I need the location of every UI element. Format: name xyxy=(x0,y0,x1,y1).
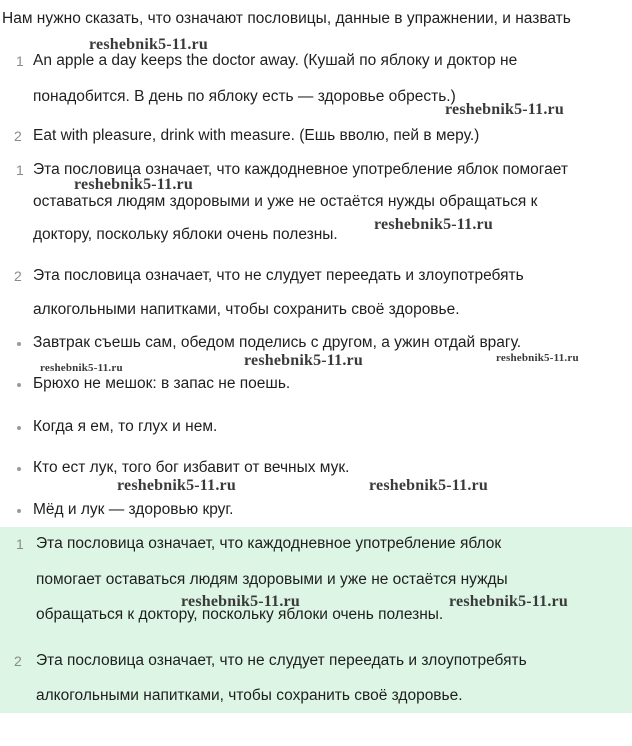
bullet-dot xyxy=(17,509,21,513)
answer-1-line-2: помогает оставаться людям здоровыми и уже не остаётся нужды xyxy=(36,571,508,588)
bullet-item: Завтрак съешь сам, обедом поделись с другом, а ужин отдай врагу. xyxy=(33,334,522,351)
proverb-2-line-1: Eat with pleasure, drink with measure. (Ешь вволю, пей в меру.) xyxy=(33,127,480,144)
intro-text: Нам нужно сказать, что означают пословицы, данные в упражнении, и назвать xyxy=(2,10,571,27)
list-number: 2 xyxy=(14,128,22,144)
meaning-1-line-3: доктору, поскольку яблоки очень полезны. xyxy=(33,226,338,243)
answer-2-line-2: алкогольными напитками, чтобы сохранить своё здоровье. xyxy=(36,687,463,704)
list-number: 2 xyxy=(14,268,22,284)
watermark: reshebnik5-11.ru xyxy=(89,36,208,53)
bullet-dot xyxy=(17,467,21,471)
watermark: reshebnik5-11.ru xyxy=(496,352,579,364)
bullet-item: Кто ест лук, того бог избавит от вечных мук. xyxy=(33,459,350,476)
list-number: 1 xyxy=(16,53,24,69)
meaning-2-line-2: алкогольными напитками, чтобы сохранить своё здоровье. xyxy=(33,301,460,318)
bullet-item: Брюхо не мешок: в запас не поешь. xyxy=(33,375,291,392)
watermark: reshebnik5-11.ru xyxy=(449,593,568,610)
answer-2-line-1: Эта пословица означает, что не слудует переедать и злоупотребять xyxy=(36,652,527,669)
watermark: reshebnik5-11.ru xyxy=(369,477,488,494)
watermark: reshebnik5-11.ru xyxy=(445,101,564,118)
bullet-item: Мёд и лук — здоровью круг. xyxy=(33,501,234,518)
answer-1-line-3: обращаться к доктору, поскольку яблоки очень полезны. xyxy=(36,606,444,623)
list-number: 2 xyxy=(14,653,22,669)
watermark: reshebnik5-11.ru xyxy=(40,362,123,374)
watermark: reshebnik5-11.ru xyxy=(374,216,493,233)
proverb-1-line-1: An apple a day keeps the doctor away. (Кушай по яблоку и доктор не xyxy=(33,52,518,69)
list-number: 1 xyxy=(16,536,24,552)
answer-1-line-1: Эта пословица означает, что каждодневное употребление яблок xyxy=(36,535,502,552)
watermark: reshebnik5-11.ru xyxy=(74,176,193,193)
bullet-item: Когда я ем, то глух и нем. xyxy=(33,418,218,435)
meaning-1-line-1: Эта пословица означает, что каждодневное употребление яблок помогает xyxy=(33,161,568,178)
proverb-1-line-2: понадобится. В день по яблоку есть — здоровье обресть.) xyxy=(33,88,456,105)
bullet-dot xyxy=(17,383,21,387)
watermark: reshebnik5-11.ru xyxy=(117,477,236,494)
bullet-dot xyxy=(17,342,21,346)
meaning-1-line-2: оставаться людям здоровыми и уже не остаётся нужды обращаться к xyxy=(33,193,538,210)
bullet-dot xyxy=(17,426,21,430)
watermark: reshebnik5-11.ru xyxy=(244,352,363,369)
meaning-2-line-1: Эта пословица означает, что не слудует переедать и злоупотребять xyxy=(33,267,524,284)
list-number: 1 xyxy=(16,162,24,178)
watermark: reshebnik5-11.ru xyxy=(181,593,300,610)
